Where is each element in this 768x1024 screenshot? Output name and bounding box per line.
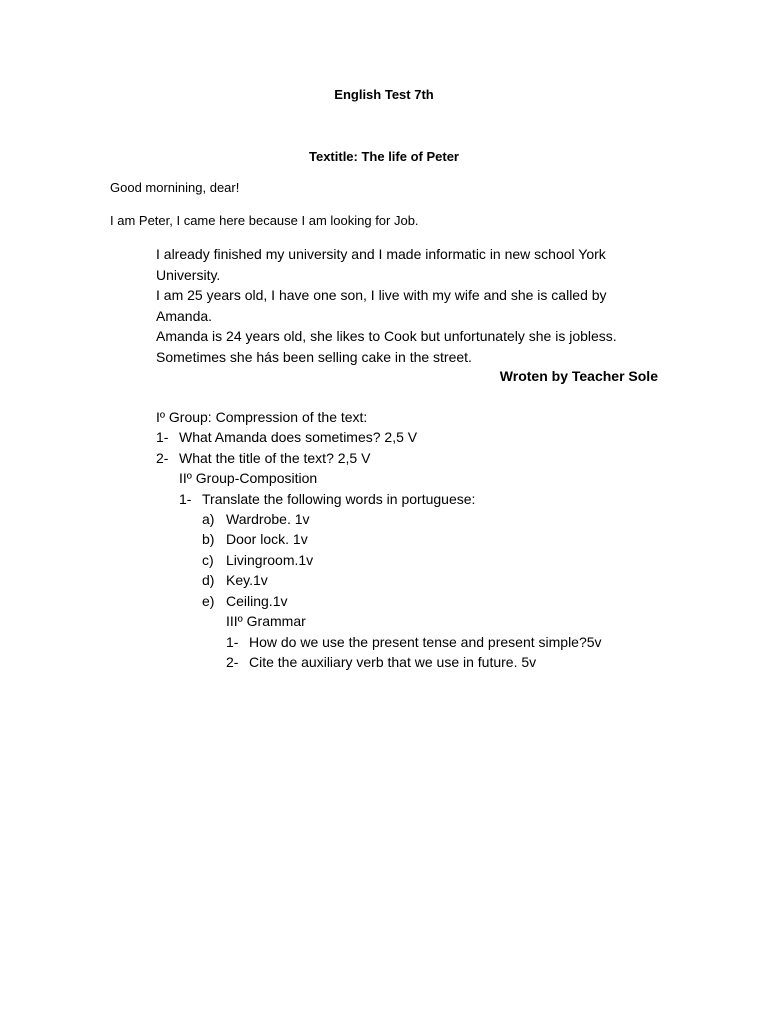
- list-number: 1-: [179, 491, 192, 507]
- list-letter: b): [202, 531, 215, 547]
- text-paragraph: Amanda is 24 years old, she likes to Cook but unfortunately she is jobless. Sometimes she hás been selling cake in the street.: [156, 328, 617, 365]
- list-letter: d): [202, 572, 215, 588]
- text-paragraph: I am 25 years old, I have one son, I live with my wife and she is called by Amanda.: [156, 287, 607, 324]
- greeting-line: Good mornining, dear!: [110, 180, 240, 195]
- group2-heading: IIº Group-Composition: [179, 470, 318, 486]
- reading-text: [156, 244, 636, 367]
- question-item: What the title of the text? 2,5 V: [179, 450, 371, 466]
- question-item: What Amanda does sometimes? 2,5 V: [179, 429, 418, 445]
- word-item: Door lock. 1v: [226, 531, 308, 547]
- question-item: Translate the following words in portuguese:: [202, 491, 476, 507]
- list-letter: e): [202, 593, 215, 609]
- word-item: Key.1v: [226, 572, 268, 588]
- word-item: Livingroom.1v: [226, 552, 314, 568]
- list-number: 2-: [226, 654, 239, 670]
- question-item: How do we use the present tense and present simple?5v: [249, 634, 602, 650]
- word-item: Ceiling.1v: [226, 593, 288, 609]
- text-paragraph: I already finished my university and I made informatic in new school York University.: [156, 246, 606, 283]
- text-title: Textitle: The life of Peter: [308, 149, 459, 164]
- group1-heading: Iº Group: Compression of the text:: [156, 409, 368, 425]
- word-item: Wardrobe. 1v: [226, 511, 310, 527]
- list-letter: a): [202, 511, 215, 527]
- document-title: English Test 7th: [334, 87, 434, 102]
- list-number: 1-: [226, 634, 239, 650]
- question-item: Cite the auxiliary verb that we use in future. 5v: [249, 654, 537, 670]
- list-number: 1-: [156, 429, 169, 445]
- group3-heading: IIIº Grammar: [226, 613, 306, 629]
- list-number: 2-: [156, 450, 169, 466]
- author-signature: Wroten by Teacher Sole: [499, 368, 658, 384]
- list-letter: c): [202, 552, 214, 568]
- intro-line: I am Peter, I came here because I am looking for Job.: [110, 213, 419, 228]
